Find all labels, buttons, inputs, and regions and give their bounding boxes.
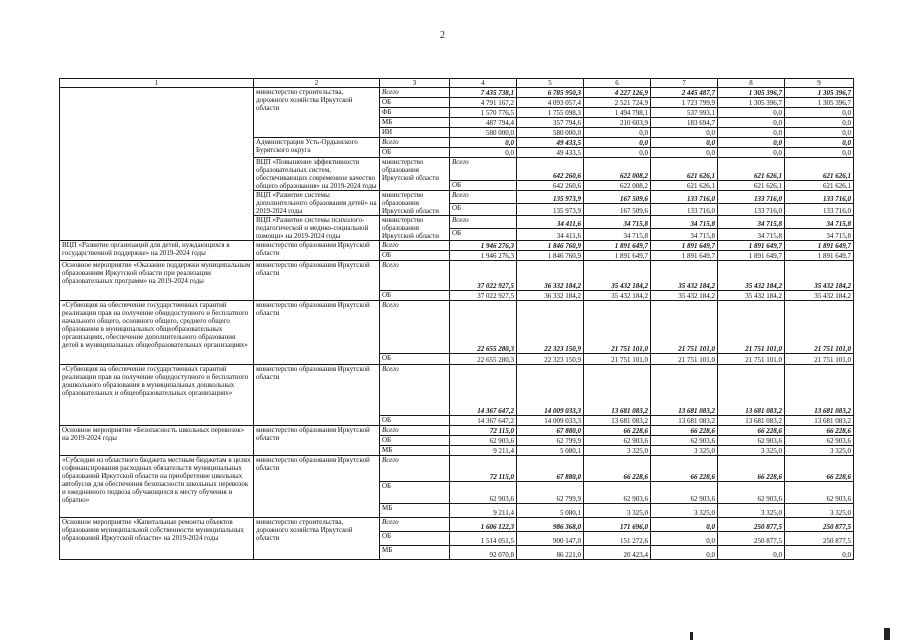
amount-cell: 34 715,8 — [651, 216, 718, 229]
amount-cell: 1 891 649,7 — [584, 251, 651, 261]
amount-cell: 34 715,8 — [584, 228, 651, 241]
amount-cell: 13 681 083,2 — [584, 416, 651, 426]
amount-cell: 1 606 122,3 — [450, 518, 517, 532]
funding-source-cell: ФБ — [380, 108, 450, 118]
funding-source-cell: ОБ — [380, 354, 450, 365]
amount-cell: 62 903,6 — [450, 436, 517, 446]
funding-source-cell: ОБ — [380, 251, 450, 261]
amount-cell: 34 715,8 — [651, 228, 718, 241]
amount-cell: 22 655 280,3 — [450, 301, 517, 354]
amount-cell: 0,0 — [651, 148, 718, 158]
funding-source-cell: ОБ — [450, 228, 517, 241]
amount-cell: 14 367 647,2 — [450, 365, 517, 416]
scan-mark — [884, 628, 890, 640]
executor-cell: министерство образования Иркутской области — [380, 158, 450, 191]
amount-cell: 0,0 — [785, 138, 854, 148]
amount-cell: 0,0 — [718, 118, 785, 128]
funding-source-cell: ОБ — [380, 436, 450, 446]
table-row — [60, 426, 854, 436]
amount-cell: 621 626,1 — [651, 158, 718, 181]
amount-cell: 167 509,6 — [584, 191, 651, 204]
amount-cell: 0,0 — [785, 108, 854, 118]
amount-cell: 133 716,0 — [651, 191, 718, 204]
amount-cell: 3 325,0 — [584, 504, 651, 518]
amount-cell: 0,0 — [450, 148, 517, 158]
program-name-cell: ВЦП «Повышение эффективности образовательных систем, обеспечивающих современное качество общего образования» на 2019-2024 годы — [254, 158, 380, 191]
amount-cell: 21 751 101,0 — [584, 301, 651, 354]
amount-cell: 3 325,0 — [785, 446, 854, 456]
amount-cell: 35 432 184,2 — [785, 291, 854, 301]
amount-cell: 250 877,5 — [785, 532, 854, 546]
amount-cell: 250 877,5 — [718, 532, 785, 546]
funding-source-cell: Всего — [380, 301, 450, 354]
table-row — [60, 261, 854, 291]
amount-cell: 621 626,1 — [785, 158, 854, 181]
program-name-cell — [60, 88, 254, 241]
column-header: 5 — [517, 79, 584, 88]
amount-cell: 21 751 101,0 — [651, 301, 718, 354]
amount-cell: 1 514 051,5 — [450, 532, 517, 546]
amount-cell: 5 080,1 — [517, 504, 584, 518]
funding-source-cell: ОБ — [450, 181, 517, 191]
amount-cell: 1 946 276,3 — [450, 251, 517, 261]
amount-cell: 36 332 184,2 — [517, 261, 584, 291]
amount-cell: 0,0 — [718, 148, 785, 158]
amount-cell: 72 115,0 — [450, 426, 517, 436]
scan-mark — [690, 632, 693, 640]
column-header: 3 — [380, 79, 450, 88]
amount-cell: 0,0 — [785, 118, 854, 128]
funding-source-cell: ОБ — [380, 532, 450, 546]
table-row — [60, 365, 854, 416]
column-header: 1 — [60, 79, 254, 88]
amount-cell: 14 009 033,3 — [517, 365, 584, 416]
amount-cell: 487 794,4 — [450, 118, 517, 128]
amount-cell: 67 880,0 — [517, 426, 584, 436]
amount-cell: 0,0 — [651, 518, 718, 532]
amount-cell: 250 877,5 — [718, 518, 785, 532]
amount-cell: 1 891 649,7 — [785, 241, 854, 251]
funding-source-cell: Всего — [380, 365, 450, 416]
amount-cell: 1 305 396,7 — [718, 88, 785, 98]
executor-cell: министерство образования Иркутской области — [254, 241, 380, 261]
amount-cell: 22 323 150,9 — [517, 301, 584, 354]
program-name-cell: Основное мероприятие «Оказание поддержки муниципальным образованиям Иркутской области при реализации образовательных программ» на 2019-2024 годы — [60, 261, 254, 301]
amount-cell: 72 115,0 — [450, 456, 517, 482]
amount-cell: 35 432 184,2 — [785, 261, 854, 291]
amount-cell: 21 751 101,0 — [584, 354, 651, 365]
amount-cell: 0,0 — [785, 128, 854, 138]
amount-cell: 0,0 — [584, 138, 651, 148]
column-header: 8 — [718, 79, 785, 88]
amount-cell: 21 751 101,0 — [718, 301, 785, 354]
amount-cell: 13 681 083,2 — [718, 365, 785, 416]
amount-cell: 3 325,0 — [718, 446, 785, 456]
funding-source-cell: ОБ — [380, 98, 450, 108]
amount-cell: 135 973,9 — [517, 191, 584, 204]
amount-cell: 13 681 083,2 — [718, 416, 785, 426]
column-header: 6 — [584, 79, 651, 88]
amount-cell: 0,0 — [718, 138, 785, 148]
funding-source-cell: Всего — [380, 426, 450, 436]
table-row — [60, 518, 854, 532]
funding-source-cell: ОБ — [450, 203, 517, 216]
executor-cell: министерство образования Иркутской области — [380, 191, 450, 216]
amount-cell: 621 626,1 — [718, 158, 785, 181]
amount-cell: 250 877,5 — [785, 518, 854, 532]
amount-cell: 21 751 101,0 — [785, 354, 854, 365]
amount-cell: 36 332 184,2 — [517, 291, 584, 301]
program-name-cell: «Субвенция на обеспечение государственных гарантий реализации прав на получение общедоступного и бесплатного дошкольного образования в муниципальных дошкольных образовательных и общеобразовательных организациях» — [60, 365, 254, 426]
amount-cell: 183 694,7 — [651, 118, 718, 128]
amount-cell: 3 325,0 — [785, 504, 854, 518]
amount-cell: 35 432 184,2 — [584, 261, 651, 291]
amount-cell: 1 570 776,5 — [450, 108, 517, 118]
column-header: 4 — [450, 79, 517, 88]
funding-source-cell: МБ — [380, 546, 450, 560]
amount-cell: 37 022 927,5 — [450, 291, 517, 301]
executor-cell: министерство строительства, дорожного хозяйства Иркутской области — [254, 518, 380, 560]
budget-table — [59, 78, 854, 560]
amount-cell: 580 000,0 — [450, 128, 517, 138]
amount-cell: 0,0 — [718, 128, 785, 138]
amount-cell: 1 891 649,7 — [785, 251, 854, 261]
amount-cell: 35 432 184,2 — [718, 261, 785, 291]
amount-cell: 62 903,6 — [651, 482, 718, 504]
amount-cell: 900 147,0 — [517, 532, 584, 546]
amount-cell: 133 716,0 — [785, 191, 854, 204]
amount-cell: 67 880,0 — [517, 456, 584, 482]
amount-cell: 0,0 — [785, 148, 854, 158]
funding-source-cell: Всего — [380, 138, 450, 148]
amount-cell: 34 411,6 — [517, 216, 584, 229]
funding-source-cell: Всего — [380, 261, 450, 291]
executor-cell: министерство образования Иркутской области — [254, 426, 380, 456]
amount-cell: 62 903,6 — [718, 482, 785, 504]
amount-cell: 49 433,5 — [517, 138, 584, 148]
amount-cell: 0,0 — [651, 128, 718, 138]
amount-cell: 66 228,6 — [584, 456, 651, 482]
amount-cell: 3 325,0 — [718, 504, 785, 518]
amount-cell: 62 799,9 — [517, 436, 584, 446]
amount-cell: 1 946 276,3 — [450, 241, 517, 251]
executor-cell: министерство образования Иркутской области — [254, 301, 380, 365]
amount-cell: 5 080,1 — [517, 446, 584, 456]
amount-cell: 621 626,1 — [718, 181, 785, 191]
amount-cell: 34 715,8 — [718, 216, 785, 229]
amount-cell: 21 751 101,0 — [785, 301, 854, 354]
amount-cell: 62 903,6 — [450, 482, 517, 504]
amount-cell: 13 681 083,2 — [651, 416, 718, 426]
amount-cell: 3 325,0 — [651, 504, 718, 518]
amount-cell: 621 626,1 — [785, 181, 854, 191]
table-row — [60, 241, 854, 251]
amount-cell: 1 494 798,1 — [584, 108, 651, 118]
funding-source-cell: ОБ — [380, 416, 450, 426]
amount-cell: 0,0 — [584, 148, 651, 158]
amount-cell: 0,0 — [651, 138, 718, 148]
amount-cell: 37 022 927,5 — [450, 261, 517, 291]
amount-cell: 0,0 — [651, 532, 718, 546]
amount-cell: 66 228,6 — [785, 426, 854, 436]
amount-cell: 210 603,9 — [584, 118, 651, 128]
amount-cell: 1 846 760,9 — [517, 251, 584, 261]
table-row — [60, 88, 854, 98]
amount-cell: 13 681 083,2 — [785, 416, 854, 426]
executor-cell: министерство строительства, дорожного хозяйства Иркутской области — [254, 88, 380, 138]
amount-cell: 2 445 487,7 — [651, 88, 718, 98]
amount-cell: 62 903,6 — [584, 482, 651, 504]
amount-cell: 1 755 098,3 — [517, 108, 584, 118]
executor-cell: министерство образования Иркутской области — [254, 456, 380, 518]
amount-cell: 34 715,8 — [785, 228, 854, 241]
amount-cell: 92 070,8 — [450, 546, 517, 560]
amount-cell: 1 723 799,9 — [651, 98, 718, 108]
amount-cell: 9 211,4 — [450, 446, 517, 456]
amount-cell: 66 228,6 — [785, 456, 854, 482]
amount-cell: 22 323 150,9 — [517, 354, 584, 365]
amount-cell: 133 716,0 — [785, 203, 854, 216]
amount-cell: 621 626,1 — [651, 181, 718, 191]
funding-source-cell: Всего — [450, 216, 517, 229]
program-name-cell: Основное мероприятие «Безопасность школьных перевозок» на 2019-2024 годы — [60, 426, 254, 456]
page-number: 2 — [440, 30, 445, 41]
funding-source-cell: МБ — [380, 118, 450, 128]
amount-cell: 7 435 738,1 — [450, 88, 517, 98]
funding-source-cell: Всего — [380, 518, 450, 532]
amount-cell: 13 681 083,2 — [584, 365, 651, 416]
funding-source-cell: ОБ — [380, 482, 450, 504]
funding-source-cell: МБ — [380, 504, 450, 518]
amount-cell: 4 227 126,9 — [584, 88, 651, 98]
amount-cell: 622 008,2 — [584, 158, 651, 181]
program-name-cell: «Субсидии из областного бюджета местным бюджетам в целях софинансирования расходных обязательств муниципальных образований Иркутской области на приобретение школьных автобусов для обеспечения безопасности школьных перевозок и ежедневного подвоза обучающихся к месту обучения и обратно» — [60, 456, 254, 518]
amount-cell: 35 432 184,2 — [584, 291, 651, 301]
amount-cell: 35 432 184,2 — [651, 291, 718, 301]
amount-cell: 9 211,4 — [450, 504, 517, 518]
amount-cell: 642 260,6 — [517, 158, 584, 181]
amount-cell: 66 228,6 — [651, 456, 718, 482]
table-row — [60, 301, 854, 354]
executor-cell: Администрация Усть-Ордынского Бурятского округа — [254, 138, 380, 158]
amount-cell: 66 228,6 — [584, 426, 651, 436]
amount-cell: 537 993,1 — [651, 108, 718, 118]
amount-cell: 34 715,8 — [785, 216, 854, 229]
amount-cell: 3 325,0 — [584, 446, 651, 456]
executor-cell: министерство образования Иркутской области — [254, 365, 380, 426]
column-header: 9 — [785, 79, 854, 88]
amount-cell: 135 973,9 — [517, 203, 584, 216]
amount-cell: 86 221,0 — [517, 546, 584, 560]
amount-cell: 0,0 — [651, 546, 718, 560]
amount-cell: 133 716,0 — [651, 203, 718, 216]
amount-cell: 622 008,2 — [584, 181, 651, 191]
amount-cell: 34 715,8 — [584, 216, 651, 229]
funding-source-cell: Всего — [450, 191, 517, 204]
amount-cell: 0,0 — [718, 108, 785, 118]
amount-cell: 66 228,6 — [718, 456, 785, 482]
amount-cell: 1 891 649,7 — [718, 251, 785, 261]
amount-cell: 0,0 — [584, 128, 651, 138]
amount-cell: 34 715,8 — [718, 228, 785, 241]
funding-source-cell: Всего — [380, 88, 450, 98]
amount-cell: 14 009 033,3 — [517, 416, 584, 426]
funding-source-cell: ИИ — [380, 128, 450, 138]
amount-cell: 34 411,6 — [517, 228, 584, 241]
program-name-cell: «Субвенция на обеспечение государственных гарантий реализации прав на получение общедоступного и бесплатного начального общего, основного общего, среднего общего образования в муниципальных общеобразовательных организациях, обеспечение дополнительного образования детей в муниципальных общеобразовательных организациях» — [60, 301, 254, 365]
amount-cell: 66 228,6 — [718, 426, 785, 436]
program-name-cell: ВЦП «Развитие системы психолого-педагогической и медико-социальной помощи» на 2019-2024 годы — [254, 216, 380, 241]
amount-cell: 167 509,6 — [584, 203, 651, 216]
amount-cell: 62 903,6 — [651, 436, 718, 446]
amount-cell: 62 799,9 — [517, 482, 584, 504]
funding-source-cell: ОБ — [380, 148, 450, 158]
amount-cell: 13 681 083,2 — [785, 365, 854, 416]
amount-cell: 1 891 649,7 — [584, 241, 651, 251]
amount-cell: 133 716,0 — [718, 191, 785, 204]
amount-cell: 62 903,6 — [785, 482, 854, 504]
amount-cell: 642 260,6 — [517, 181, 584, 191]
amount-cell: 1 846 760,9 — [517, 241, 584, 251]
amount-cell: 21 751 101,0 — [651, 354, 718, 365]
amount-cell: 62 903,6 — [584, 436, 651, 446]
header-row — [60, 79, 854, 88]
amount-cell: 62 903,6 — [785, 436, 854, 446]
amount-cell: 35 432 184,2 — [718, 291, 785, 301]
program-name-cell: Основное мероприятие «Капитальные ремонты объектов образования муниципальной собственности муниципальных образований Иркутской области» на 2019-2024 годы — [60, 518, 254, 560]
amount-cell: 49 433,5 — [517, 148, 584, 158]
funding-source-cell: ОБ — [380, 291, 450, 301]
amount-cell: 3 325,0 — [651, 446, 718, 456]
amount-cell: 20 423,4 — [584, 546, 651, 560]
amount-cell: 0,0 — [785, 546, 854, 560]
amount-cell: 133 716,0 — [718, 203, 785, 216]
amount-cell: 580 000,0 — [517, 128, 584, 138]
amount-cell: 21 751 101,0 — [718, 354, 785, 365]
amount-cell: 1 891 649,7 — [651, 251, 718, 261]
amount-cell: 0,0 — [450, 138, 517, 148]
amount-cell: 151 272,6 — [584, 532, 651, 546]
amount-cell: 13 681 083,2 — [651, 365, 718, 416]
amount-cell: 1 891 649,7 — [651, 241, 718, 251]
amount-cell: 4 791 167,2 — [450, 98, 517, 108]
executor-cell: министерство образования Иркутской области — [254, 261, 380, 301]
amount-cell: 171 696,0 — [584, 518, 651, 532]
column-header: 7 — [651, 79, 718, 88]
funding-source-cell: Всего — [380, 456, 450, 482]
amount-cell: 22 655 280,3 — [450, 354, 517, 365]
funding-source-cell: Всего — [450, 158, 517, 181]
executor-cell: министерство образования Иркутской области — [380, 216, 450, 241]
amount-cell: 357 794,6 — [517, 118, 584, 128]
funding-source-cell: МБ — [380, 446, 450, 456]
amount-cell: 1 305 396,7 — [718, 98, 785, 108]
amount-cell: 1 891 649,7 — [718, 241, 785, 251]
amount-cell: 62 903,6 — [718, 436, 785, 446]
funding-source-cell: Всего — [380, 241, 450, 251]
amount-cell: 986 368,0 — [517, 518, 584, 532]
amount-cell: 35 432 184,2 — [651, 261, 718, 291]
program-name-cell: ВЦП «Развитие системы дополнительного образования детей» на 2019-2024 годы — [254, 191, 380, 216]
table-body — [60, 79, 854, 560]
amount-cell: 2 521 724,9 — [584, 98, 651, 108]
column-header: 2 — [254, 79, 380, 88]
amount-cell: 1 305 396,7 — [785, 88, 854, 98]
amount-cell: 66 228,6 — [651, 426, 718, 436]
amount-cell: 1 305 396,7 — [785, 98, 854, 108]
amount-cell: 6 785 950,3 — [517, 88, 584, 98]
amount-cell: 4 093 057,4 — [517, 98, 584, 108]
table-row — [60, 456, 854, 482]
program-name-cell: ВЦП «Развитие организаций для детей, нуждающихся в государственной поддержке» на 2019-2024 годы — [60, 241, 254, 261]
amount-cell: 14 367 647,2 — [450, 416, 517, 426]
amount-cell: 0,0 — [718, 546, 785, 560]
